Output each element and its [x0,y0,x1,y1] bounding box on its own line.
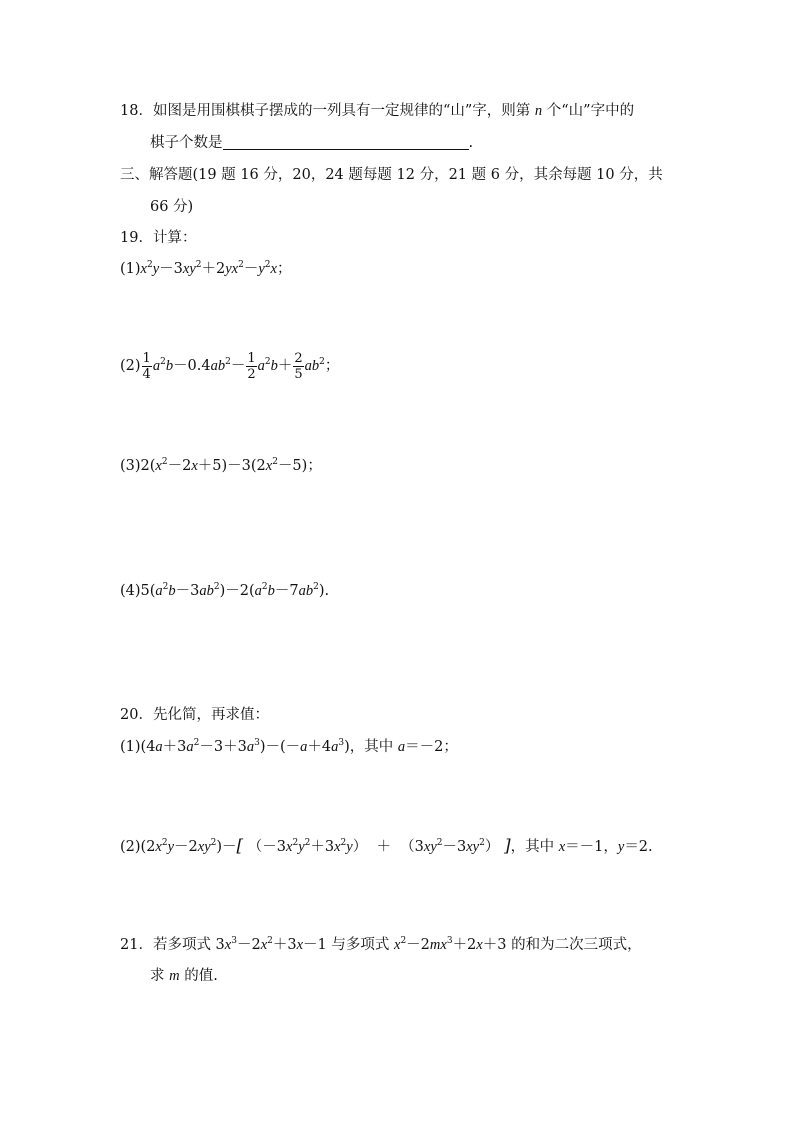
q21-line2: 求 m 的值. [150,968,218,984]
q18-line2: 棋子个数是 . [150,135,474,151]
q21-line1: 21．若多项式 $3x^3-2x^2+3x-1$ 与多项式 $x^2-2mx^3+2x+3$ 的和为二次三项式， [120,936,642,953]
q19-part2: (2) $\frac{1}{4}$ $a^2b-0.4ab^2-$ $\frac{1}{2}$ $a^2b+$ $\frac{2}{5}$ $ab^2$； [120,350,340,382]
q20-part1: $(1)(4a+3a^2-3+3a^3)-(-a+4a^3)$，其中 a＝－2； [120,738,458,755]
fraction: $\frac{2}{5}$ [294,350,303,382]
fraction: $\frac{1}{4}$ [142,350,151,382]
q19-part3: $(3)2(x^2-2x+5)-3(2x^2-5)$； [120,457,322,474]
q20-part2: $(2)(2x^2y-2xy^2)-$[ $(-3x^2y^2+3x^2y) + (3xy^2-3xy^2)$ ]，其中 x＝－1，y＝2. [120,836,653,856]
q20-title: 20．先化简，再求值： [120,707,269,723]
section3-heading: 三、解答题(19 题 16 分，20，24 题每题 12 分，21 题 6 分，其余每题 10 分，共 [120,167,663,183]
section3-heading-cont: 66 分) [150,199,194,215]
fraction: $\frac{1}{2}$ [247,350,256,382]
answer-blank [223,135,469,150]
q19-title: 19．计算： [120,230,197,246]
q19-part4: $(4)5(a^2b-3ab^2)-2(a^2b-7ab^2)$. [120,582,330,599]
q18-line1: 18．如图是用围棋棋子摆成的一列具有一定规律的“山”字，则第 n 个“山”字中的 [120,103,635,119]
q19-part1: $(1)x^2y-3xy^2+2yx^2-y^2x$； [120,260,292,277]
